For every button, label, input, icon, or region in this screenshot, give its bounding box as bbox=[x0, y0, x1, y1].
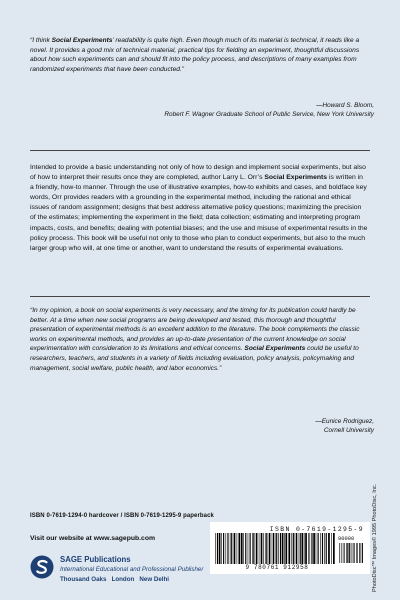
divider bbox=[30, 150, 370, 151]
barcode-bar bbox=[288, 533, 290, 564]
barcode-bar bbox=[241, 533, 243, 564]
barcode-bars bbox=[214, 533, 336, 564]
barcode-bar bbox=[284, 533, 285, 564]
publisher-name: SAGE Publications bbox=[60, 555, 131, 564]
barcode-bar bbox=[285, 533, 287, 564]
barcode-bar bbox=[308, 533, 309, 564]
barcode-bar bbox=[347, 543, 348, 563]
barcode-bar bbox=[346, 543, 347, 563]
barcode-bar bbox=[357, 543, 358, 563]
barcode-bar bbox=[215, 533, 216, 564]
barcode-bar bbox=[269, 533, 271, 564]
quote-text: could be useful to researchers, teachers, and students in a variety of fields including evaluation, policy analysis, policymaking and management, social welfare, public health, and labor economics.” bbox=[30, 345, 359, 372]
barcode-bar bbox=[250, 533, 251, 564]
book-title-mention: Social Experiments bbox=[51, 37, 113, 44]
barcode-bar bbox=[227, 533, 228, 564]
barcode-bar bbox=[339, 543, 340, 563]
barcode-bar bbox=[300, 533, 301, 564]
barcode-bar bbox=[354, 543, 355, 563]
barcode-bar bbox=[296, 533, 297, 564]
barcode-bar bbox=[333, 533, 335, 564]
book-description bbox=[30, 163, 368, 254]
quote-text: “In my opinion, a book on social experiments is very necessary, and the timing for its publication could hardly be better. At a time when new social programs are being developed and tested, this thorough and thoughtful presentation of experimental methods is an excellent addition to the literature. The book complements the classic works on experimental methods, and provides an up-to-date presentation of the current knowledge on social experimentation with consideration to its limitations and ethical concerns. bbox=[30, 307, 360, 353]
barcode-bar bbox=[316, 533, 317, 564]
website-line: Visit our website at www.sagepub.com bbox=[30, 535, 156, 542]
barcode-bar bbox=[356, 543, 357, 563]
barcode-isbn-text: ISBN 0-7619-1295-9 bbox=[269, 526, 364, 533]
barcode-bar bbox=[344, 543, 345, 563]
barcode-bar bbox=[243, 533, 244, 564]
barcode-bar bbox=[352, 543, 353, 563]
barcode-bar bbox=[230, 533, 231, 564]
description-text: Intended to provide a basic understanding not only of how to design and implement social experiments, but also of how to interpret their results once they are completed, author Larry L. Orr’s bbox=[30, 164, 366, 182]
attribution-name: —Howard S. Bloom, bbox=[316, 102, 374, 109]
barcode-bar bbox=[341, 543, 342, 563]
barcode-bar bbox=[305, 533, 307, 564]
barcode-bar bbox=[282, 533, 284, 564]
barcode bbox=[210, 522, 370, 574]
barcode-bar bbox=[259, 533, 260, 564]
book-title-mention: Social Experiments bbox=[264, 174, 328, 182]
barcode-bar bbox=[239, 533, 241, 564]
barcode-bar bbox=[248, 533, 249, 564]
barcode-bar bbox=[226, 533, 227, 564]
sage-logo-icon bbox=[30, 555, 54, 579]
barcode-bar bbox=[256, 533, 258, 564]
barcode-bar bbox=[272, 533, 273, 564]
description-text: is written in a friendly, how-to manner. Through the use of illustrative examples, how-to exhibits and cases, and boldface key words, Orr provides readers with a grounding in the experimental method, including the rational and ethical issues of random assignment; designs that best address alternative policy questions; maximizing the precision of the estimates; implementing the experiment in the field; data collection; estimating and interpreting program impacts, costs, and benefits; dealing with potential biases; and the use and misuse of experimental results in the policy process. This book will be useful not only to those who plan to conduct experiments, but also to the much larger group who will, at one time or another, want to understand the results of experimental evaluations. bbox=[30, 174, 368, 252]
barcode-bar bbox=[310, 533, 311, 564]
barcode-bar bbox=[322, 533, 323, 564]
barcode-bar bbox=[304, 533, 305, 564]
barcode-bar bbox=[261, 533, 263, 564]
barcode-bar bbox=[362, 543, 363, 563]
barcode-bar bbox=[298, 533, 299, 564]
barcode-bar bbox=[349, 543, 350, 563]
barcode-bar bbox=[320, 533, 321, 564]
barcode-bar bbox=[275, 533, 276, 564]
barcode-bar bbox=[237, 533, 238, 564]
barcode-bar bbox=[318, 533, 319, 564]
barcode-bar bbox=[245, 533, 246, 564]
barcode-bar bbox=[252, 533, 253, 564]
barcode-bar bbox=[291, 533, 292, 564]
barcode-bar bbox=[311, 533, 312, 564]
barcode-bar bbox=[278, 533, 279, 564]
barcode-bar bbox=[331, 533, 332, 564]
barcode-bar bbox=[324, 533, 325, 564]
endorsement-quote-bloom bbox=[30, 36, 366, 74]
isbn-line: ISBN 0-7619-1294-0 hardcover / ISBN 0-7619-1295-9 paperback bbox=[30, 513, 214, 519]
attribution-affiliation: Robert F. Wagner Graduate School of Public Service, New York University bbox=[164, 111, 374, 118]
publisher-cities: Thousand Oaks London New Delhi bbox=[60, 576, 169, 583]
barcode-bar bbox=[295, 533, 296, 564]
quote-text: “I think bbox=[30, 37, 52, 44]
barcode-price-code: 90000 bbox=[338, 536, 355, 542]
quote-text: ’ readability is quite high. Even though much of its material is technical, it reads like a novel. It provides a good mix of technical material, practical tips for fielding an experiment, thoughtful discussions about how such experiments can and should fit into the policy process, and descriptions of many examples from randomized experiments that have been conducted.” bbox=[30, 37, 360, 73]
book-title-mention: Social Experiments bbox=[244, 345, 306, 353]
barcode-bar bbox=[353, 543, 354, 563]
barcode-bar bbox=[343, 543, 344, 563]
barcode-bar bbox=[221, 533, 222, 564]
photo-credit: PhotoDisc™ Images© 1995 PhotoDisc, Inc. bbox=[372, 483, 378, 592]
publisher-tagline: International Educational and Professional Publisher bbox=[60, 566, 204, 573]
barcode-addon-bars bbox=[338, 543, 364, 563]
barcode-bar bbox=[273, 533, 274, 564]
barcode-bar bbox=[263, 533, 264, 564]
barcode-bar bbox=[217, 533, 218, 564]
barcode-bar bbox=[253, 533, 254, 564]
barcode-bar bbox=[265, 533, 266, 564]
barcode-bar bbox=[280, 533, 281, 564]
barcode-bar bbox=[231, 533, 232, 564]
barcode-bar bbox=[266, 533, 267, 564]
barcode-bar bbox=[293, 533, 294, 564]
attribution-affiliation: Cornell University bbox=[323, 427, 374, 434]
barcode-bar bbox=[313, 533, 315, 564]
barcode-bar bbox=[276, 533, 277, 564]
barcode-ean-number: 9 780761 912958 bbox=[245, 564, 309, 571]
barcode-bar bbox=[234, 533, 236, 564]
attribution-bloom bbox=[164, 101, 374, 119]
attribution-name: —Eunice Rodriguez, bbox=[315, 418, 374, 425]
barcode-bar bbox=[223, 533, 224, 564]
endorsement-quote-rodriguez bbox=[30, 306, 368, 373]
barcode-bar bbox=[359, 543, 360, 563]
barcode-bar bbox=[328, 533, 330, 564]
attribution-rodriguez bbox=[315, 417, 374, 435]
barcode-bar bbox=[302, 533, 304, 564]
barcode-bar bbox=[219, 533, 221, 564]
divider bbox=[30, 296, 370, 297]
barcode-bar bbox=[326, 533, 327, 564]
